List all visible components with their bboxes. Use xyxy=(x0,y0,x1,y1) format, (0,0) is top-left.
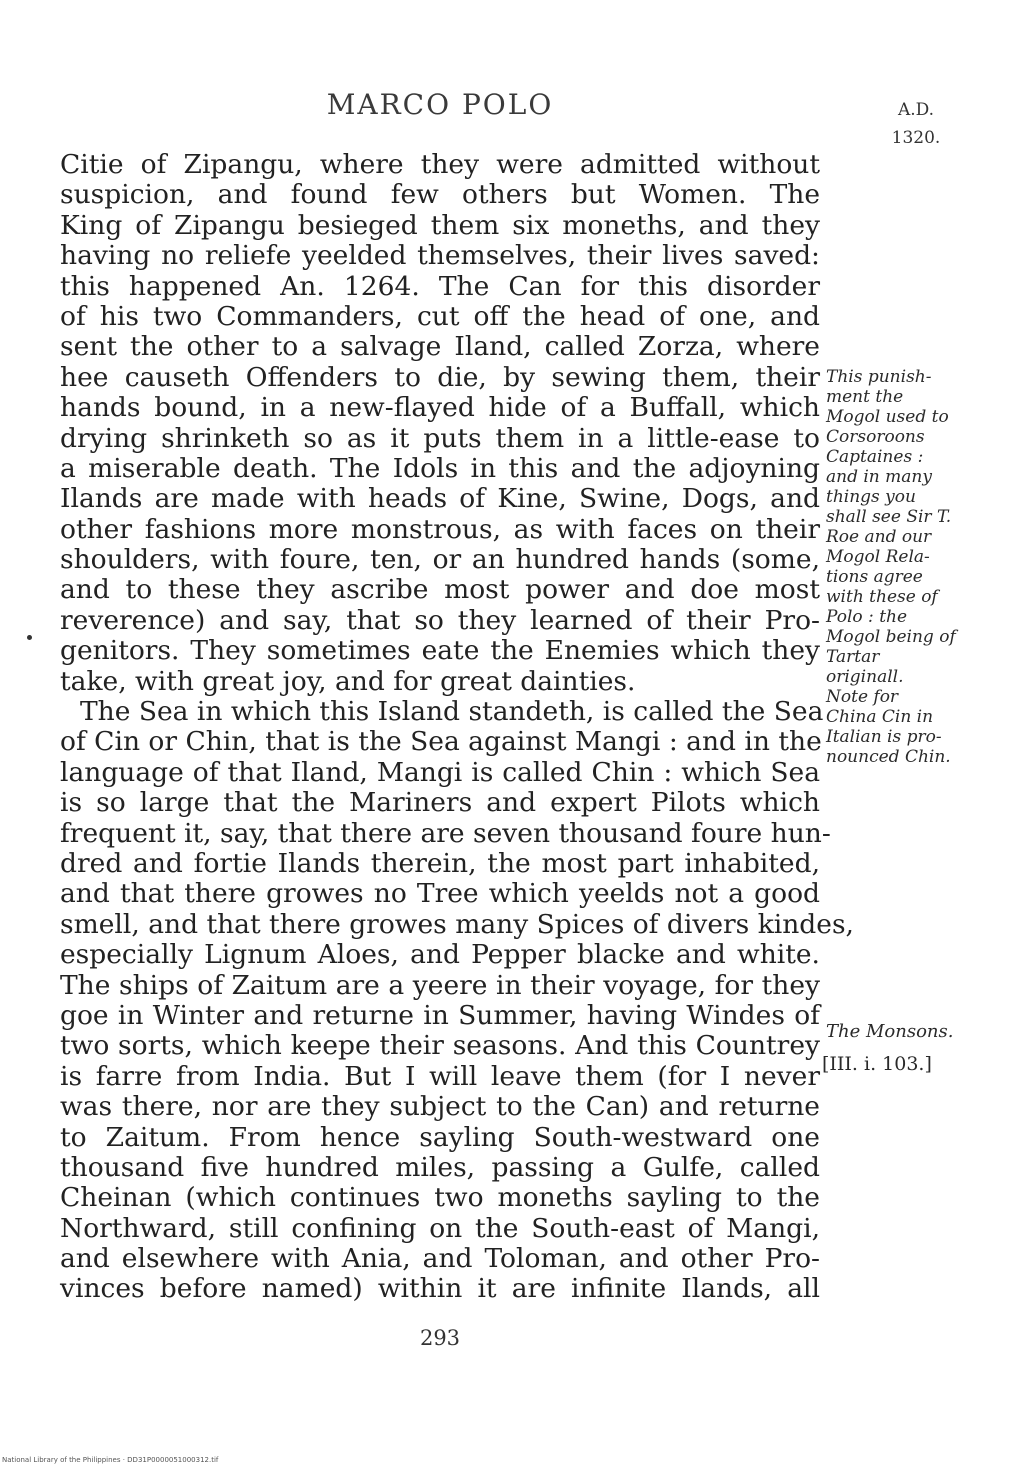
margin-note-line: Tartar xyxy=(826,647,880,667)
page-number: 293 xyxy=(419,1326,461,1350)
text-line: especially Lignum Aloes, and Pepper blacke and white. xyxy=(60,939,820,971)
margin-note-line: This punish- xyxy=(826,367,932,387)
year-label: A.D. xyxy=(897,100,935,120)
text-line: and to these they ascribe most power and doe most xyxy=(60,574,820,606)
text-line: drying shrinketh so as it puts them in a little-ease to xyxy=(60,422,820,454)
text-line: Northward, still confining on the South-east of Mangi, xyxy=(60,1212,820,1244)
text-line: having no reliefe yeelded themselves, their lives saved: xyxy=(60,240,820,272)
year-value: 1320. xyxy=(891,128,941,148)
margin-note-line: things you xyxy=(826,487,916,507)
text-line: shoulders, with foure, ten, or an hundred hands (some, xyxy=(60,544,820,576)
margin-note-line: shall see Sir T. xyxy=(826,507,952,527)
text-line: was there, nor are they subject to the Can) and returne xyxy=(60,1091,820,1123)
year-sidenote xyxy=(856,96,976,152)
text-line: of his two Commanders, cut off the head of one, and xyxy=(60,300,820,332)
margin-note-punishment xyxy=(826,367,1016,767)
text-line: is so large that the Mariners and expert Pilots which xyxy=(60,787,820,819)
margin-note-line: and in many xyxy=(826,467,932,487)
text-line: language of that Iland, Mangi is called Chin : which Sea xyxy=(60,756,820,788)
margin-note-line: Mogol used to xyxy=(826,407,949,427)
text-line: and that there growes no Tree which yeelds not a good xyxy=(60,878,820,910)
text-line: The Sea in which this Island standeth, is called the Sea xyxy=(80,696,824,728)
text-line: smell, and that there growes many Spices of divers kindes, xyxy=(60,908,854,940)
margin-note-line: with these of xyxy=(826,587,938,607)
margin-note-line: Roe and our xyxy=(826,527,932,547)
text-line: of Cin or Chin, that is the Sea against Mangi : and in the xyxy=(60,726,822,758)
margin-note-line: Corsoroons xyxy=(826,427,925,447)
volume-reference: [III. i. 103.] xyxy=(822,1053,932,1075)
text-line: goe in Winter and returne in Summer, having Windes of xyxy=(60,999,820,1031)
margin-note-line: tions agree xyxy=(826,567,923,587)
text-line: sent the other to a salvage Iland, called Zorza, where xyxy=(60,331,820,363)
running-title: MARCO POLO xyxy=(326,88,554,121)
text-line: hands bound, in a new-flayed hide of a Buffall, which xyxy=(60,392,820,424)
text-line: thousand five hundred miles, passing a Gulfe, called xyxy=(60,1151,820,1183)
text-line: Ilands are made with heads of Kine, Swine, Dogs, and xyxy=(60,483,820,515)
text-line: a miserable death. The Idols in this and the adjoyning xyxy=(60,452,820,484)
text-line: two sorts, which keepe their seasons. And this Countrey xyxy=(60,1030,820,1062)
margin-note-line: ment the xyxy=(826,387,904,407)
text-line: to Zaitum. From hence sayling South-westward one xyxy=(60,1121,820,1153)
text-line: and elsewhere with Ania, and Toloman, and other Pro- xyxy=(60,1243,820,1275)
text-line: genitors. They sometimes eate the Enemies which they xyxy=(60,635,820,667)
text-line: Cheinan (which continues two moneths sayling to the xyxy=(60,1182,820,1214)
text-line: Citie of Zipangu, where they were admitted without xyxy=(60,149,820,180)
margin-note-line: Mogol Rela- xyxy=(826,547,930,567)
footer-credit: National Library of the Philippines · DD31P0000051000312.tif xyxy=(2,1456,219,1464)
text-line: The ships of Zaitum are a yeere in their voyage, for they xyxy=(60,969,820,1001)
margin-note-line: Mogol being of xyxy=(826,627,956,647)
text-line: vinces before named) within it are infinite Ilands, all xyxy=(60,1273,820,1305)
margin-note-line: Captaines : xyxy=(826,447,924,467)
text-line: dred and fortie Ilands therein, the most part inhabited, xyxy=(60,847,820,879)
text-line: suspicion, and found few others but Women. The xyxy=(60,179,820,211)
ink-speck xyxy=(27,635,32,640)
text-line: this happened An. 1264. The Can for this disorder xyxy=(60,270,820,302)
margin-note-line: Note for xyxy=(826,687,899,707)
text-line: King of Zipangu besieged them six moneths, and they xyxy=(60,209,820,241)
text-line: other fashions more monstrous, as with faces on their xyxy=(60,513,820,545)
text-line: take, with great joy, and for great dainties. xyxy=(60,665,636,697)
text-line: reverence) and say, that so they learned of their Pro- xyxy=(60,604,820,636)
margin-note-line: China Cin in xyxy=(826,707,934,727)
margin-note-line: Italian is pro- xyxy=(826,727,942,747)
margin-note-monsons: The Monsons. xyxy=(826,1021,954,1042)
margin-note-line: originall. xyxy=(826,667,904,687)
text-line: hee causeth Offenders to die, by sewing them, their xyxy=(60,361,820,393)
text-line: is farre from India. But I will leave them (for I never xyxy=(60,1060,820,1092)
margin-note-line: Polo : the xyxy=(826,607,908,627)
text-line: frequent it, say, that there are seven thousand foure hun- xyxy=(60,817,831,849)
margin-note-line: nounced Chin. xyxy=(826,747,951,767)
